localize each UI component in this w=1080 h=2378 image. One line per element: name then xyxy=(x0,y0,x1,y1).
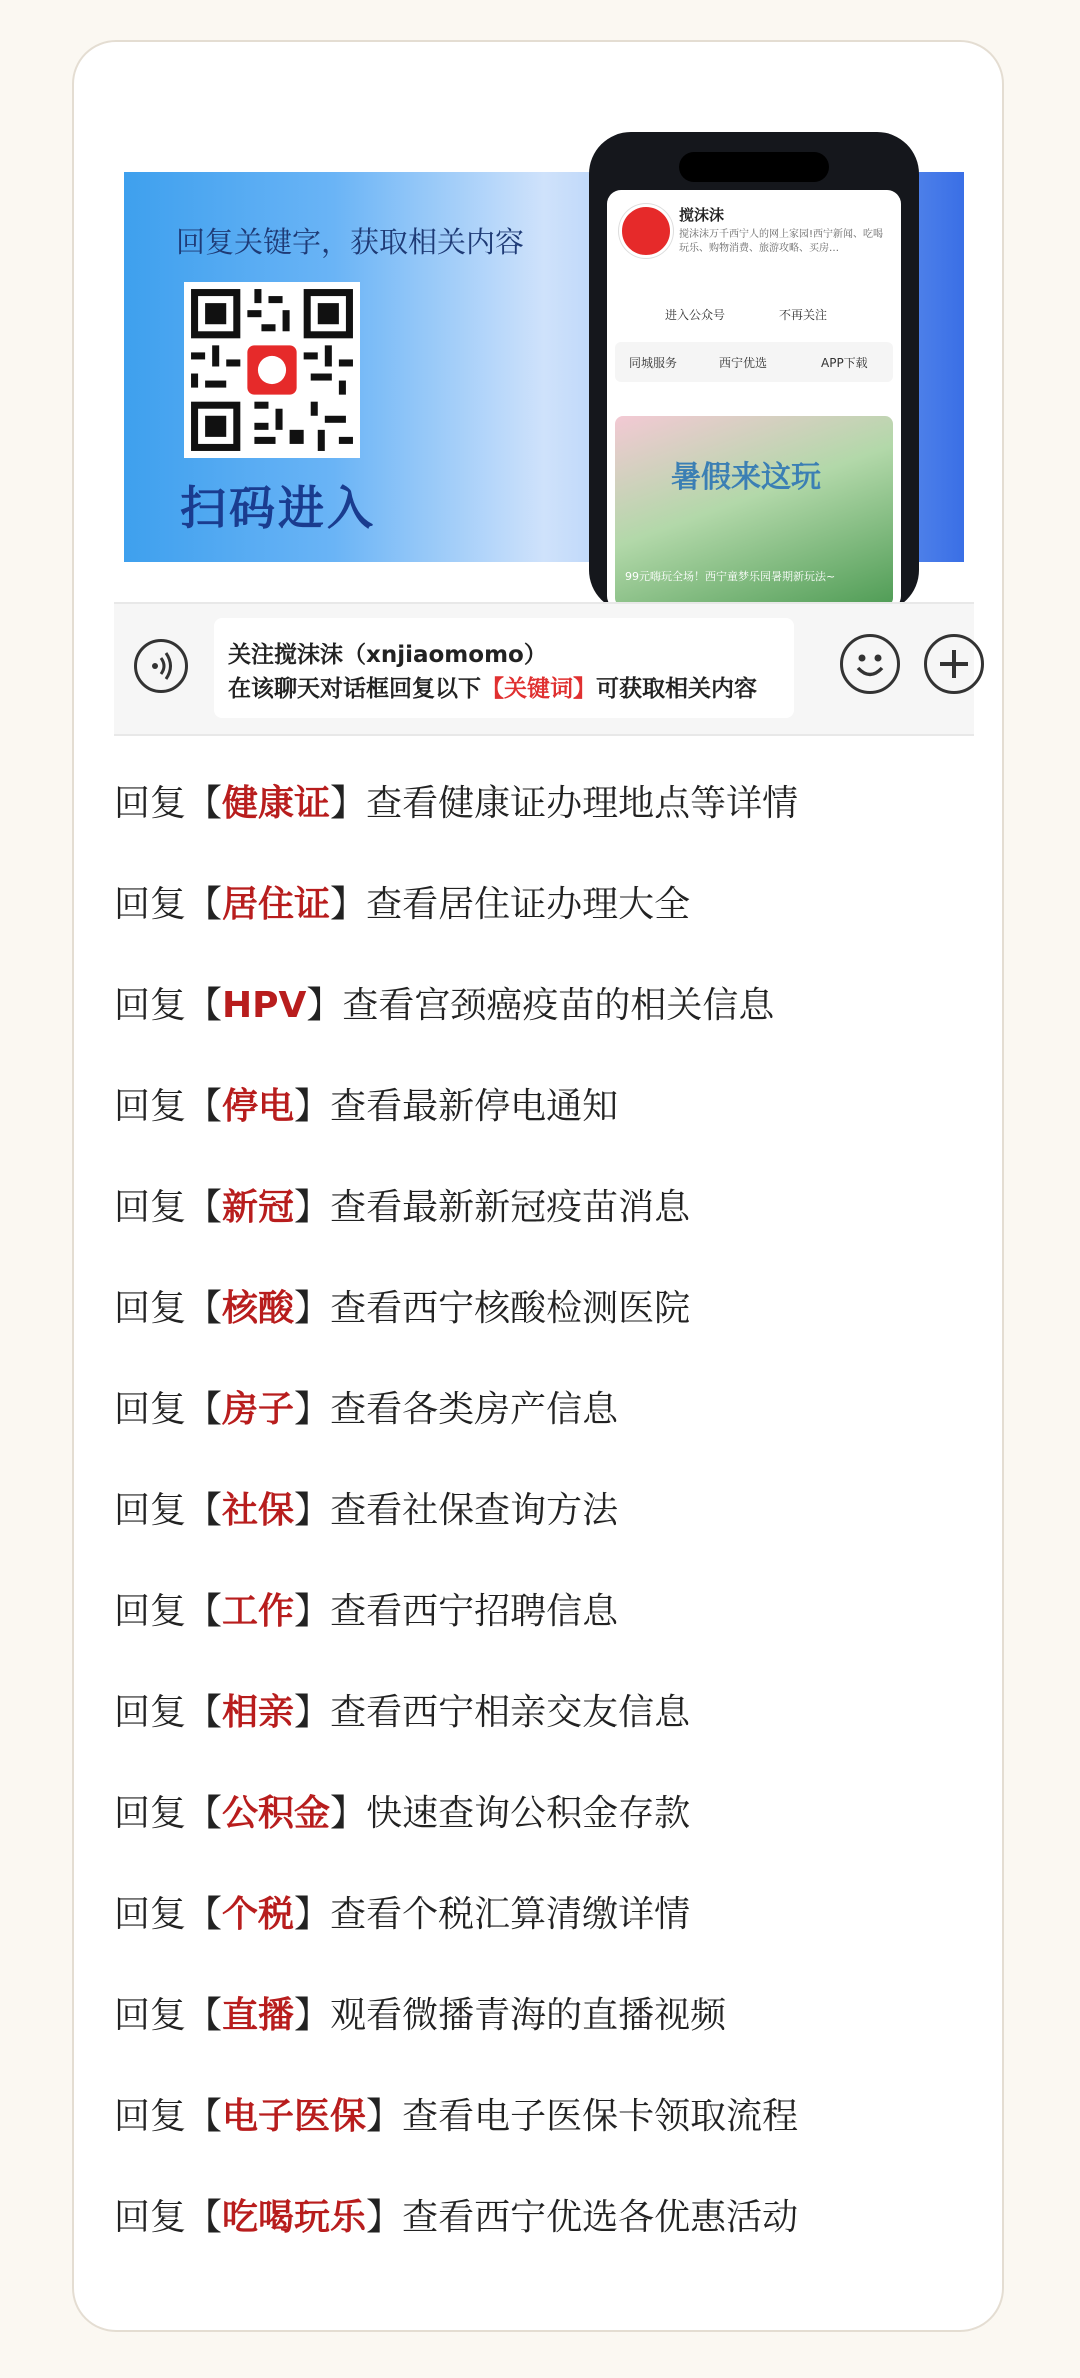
voice-icon xyxy=(134,639,188,693)
bracket-open: 【 xyxy=(186,2096,223,2137)
reply-prefix: 回复 xyxy=(114,1086,187,1127)
keyword-description: 观看微播青海的直播视频 xyxy=(330,1995,727,2036)
keyword-description: 查看社保查询方法 xyxy=(330,1490,619,1531)
keyword-description: 查看西宁优选各优惠活动 xyxy=(402,2197,799,2238)
bracket-close: 】 xyxy=(294,1692,331,1733)
keyword-description: 查看电子医保卡领取流程 xyxy=(402,2096,799,2137)
keyword-description: 查看健康证办理地点等详情 xyxy=(366,783,799,824)
keyword: 新冠 xyxy=(222,1187,295,1228)
bracket-open: 【 xyxy=(186,1894,223,1935)
keyword-description: 查看西宁相亲交友信息 xyxy=(330,1692,691,1733)
bracket-close: 】 xyxy=(294,1995,331,2036)
banner-title: 回复关键字，获取相关内容 xyxy=(176,225,525,259)
scan-to-enter-text: 扫码进入 xyxy=(180,481,376,535)
phone-screen xyxy=(607,190,901,610)
keyword-item xyxy=(114,782,974,883)
reply-prefix: 回复 xyxy=(114,1995,187,2036)
keyword: 吃喝玩乐 xyxy=(222,2197,367,2238)
keyword-item xyxy=(114,984,974,1085)
keyword: 居住证 xyxy=(222,884,331,925)
bracket-open: 【 xyxy=(186,884,223,925)
keyword: 健康证 xyxy=(222,783,331,824)
bracket-open: 【 xyxy=(186,985,223,1026)
keyword-item xyxy=(114,1691,974,1792)
keyword: 工作 xyxy=(222,1591,295,1632)
keyword-description: 查看最新停电通知 xyxy=(330,1086,619,1127)
reply-prefix: 回复 xyxy=(114,1490,187,1531)
bracket-close: 】 xyxy=(294,1894,331,1935)
keyword-item xyxy=(114,1388,974,1489)
keyword-item xyxy=(114,2196,974,2297)
bracket-close: 】 xyxy=(294,1490,331,1531)
plus-icon xyxy=(924,634,984,694)
keyword-description: 查看各类房产信息 xyxy=(330,1389,619,1430)
bracket-close: 】 xyxy=(294,1086,331,1127)
keyword-description: 查看西宁核酸检测医院 xyxy=(330,1288,691,1329)
menu-item-city-service: 同城服务 xyxy=(629,356,678,370)
bracket-open: 【 xyxy=(186,783,223,824)
poster-subtitle: 99元嗨玩全场！西宁童梦乐园暑期新玩法~ xyxy=(625,570,836,583)
reply-prefix: 回复 xyxy=(114,1187,187,1228)
bracket-open: 【 xyxy=(186,1187,223,1228)
keyword-item xyxy=(114,1792,974,1893)
qr-code xyxy=(184,282,360,458)
keyword: 核酸 xyxy=(222,1288,295,1329)
account-menu xyxy=(615,342,893,382)
bracket-open: 【 xyxy=(186,1995,223,2036)
keyword-item xyxy=(114,2095,974,2196)
chat-line-follow: 关注搅沫沫（xnjiaomomo） xyxy=(228,642,547,668)
bracket-close: 】 xyxy=(306,985,343,1026)
reply-prefix: 回复 xyxy=(114,2197,187,2238)
keyword-description: 查看个税汇算清缴详情 xyxy=(330,1894,691,1935)
chat-input-bar xyxy=(114,602,974,736)
bracket-close: 】 xyxy=(294,1288,331,1329)
menu-item-app-download: APP下载 xyxy=(821,356,868,370)
bracket-close: 】 xyxy=(366,2096,403,2137)
keyword-item xyxy=(114,1287,974,1388)
keyword-item xyxy=(114,1893,974,1994)
bracket-open: 【 xyxy=(186,1591,223,1632)
bracket-open: 【 xyxy=(186,1389,223,1430)
unfollow-link: 不再关注 xyxy=(779,308,828,322)
keyword: 相亲 xyxy=(222,1692,295,1733)
reply-prefix: 回复 xyxy=(114,1692,187,1733)
enter-account-link: 进入公众号 xyxy=(665,308,726,322)
menu-item-xining-select: 西宁优选 xyxy=(719,356,768,370)
keyword: 直播 xyxy=(222,1995,295,2036)
bracket-open: 【 xyxy=(186,1086,223,1127)
keyword: 个税 xyxy=(222,1894,295,1935)
phone-mockup xyxy=(589,132,919,612)
keyword-item xyxy=(114,1590,974,1691)
keyword-reply-list xyxy=(114,782,974,2297)
bracket-open: 【 xyxy=(186,1490,223,1531)
keyword-item xyxy=(114,1085,974,1186)
account-desc: 搅沫沫万千西宁人的网上家园!西宁新闻、吃喝玩乐、购物消费、旅游攻略、买房… xyxy=(679,229,884,254)
keyword: 停电 xyxy=(222,1086,295,1127)
qr-banner xyxy=(124,172,964,583)
emoji-icon xyxy=(840,634,900,694)
account-avatar xyxy=(619,204,673,258)
keyword-item xyxy=(114,1186,974,1287)
bracket-close: 】 xyxy=(294,1187,331,1228)
reply-prefix: 回复 xyxy=(114,985,187,1026)
bracket-open: 【 xyxy=(186,2197,223,2238)
account-name: 搅沫沫 xyxy=(679,206,725,224)
reply-prefix: 回复 xyxy=(114,783,187,824)
reply-prefix: 回复 xyxy=(114,884,187,925)
keyword-description: 查看居住证办理大全 xyxy=(366,884,691,925)
chat-line2-pre: 在该聊天对话框回复以下 xyxy=(228,676,481,702)
keyword: 公积金 xyxy=(222,1793,331,1834)
keyword-description: 查看最新新冠疫苗消息 xyxy=(330,1187,691,1228)
keyword: 房子 xyxy=(222,1389,295,1430)
bracket-close: 】 xyxy=(366,2197,403,2238)
content-card xyxy=(72,40,1004,2332)
reply-prefix: 回复 xyxy=(114,1894,187,1935)
keyword: HPV xyxy=(222,985,307,1026)
keyword-description: 查看宫颈癌疫苗的相关信息 xyxy=(342,985,775,1026)
bracket-open: 【 xyxy=(186,1692,223,1733)
reply-prefix: 回复 xyxy=(114,1793,187,1834)
reply-prefix: 回复 xyxy=(114,2096,187,2137)
bracket-close: 】 xyxy=(330,1793,367,1834)
bracket-open: 【 xyxy=(186,1793,223,1834)
reply-prefix: 回复 xyxy=(114,1288,187,1329)
reply-prefix: 回复 xyxy=(114,1591,187,1632)
bracket-close: 】 xyxy=(330,884,367,925)
bracket-close: 】 xyxy=(294,1591,331,1632)
chat-message-box xyxy=(214,618,794,718)
reply-prefix: 回复 xyxy=(114,1389,187,1430)
keyword-description: 查看西宁招聘信息 xyxy=(330,1591,619,1632)
poster-title: 暑假来这玩 xyxy=(671,460,821,495)
chat-line2-keyword: 【关键词】 xyxy=(481,676,596,702)
chat-line-instruction xyxy=(228,670,757,703)
bracket-open: 【 xyxy=(186,1288,223,1329)
keyword-description: 快速查询公积金存款 xyxy=(366,1793,691,1834)
chat-line2-post: 可获取相关内容 xyxy=(596,676,757,702)
keyword: 社保 xyxy=(222,1490,295,1531)
phone-notch xyxy=(679,152,829,182)
bracket-close: 】 xyxy=(330,783,367,824)
keyword: 电子医保 xyxy=(222,2096,367,2137)
keyword-item xyxy=(114,1994,974,2095)
promo-poster xyxy=(615,416,893,606)
keyword-item xyxy=(114,1489,974,1590)
bracket-close: 】 xyxy=(294,1389,331,1430)
keyword-item xyxy=(114,883,974,984)
